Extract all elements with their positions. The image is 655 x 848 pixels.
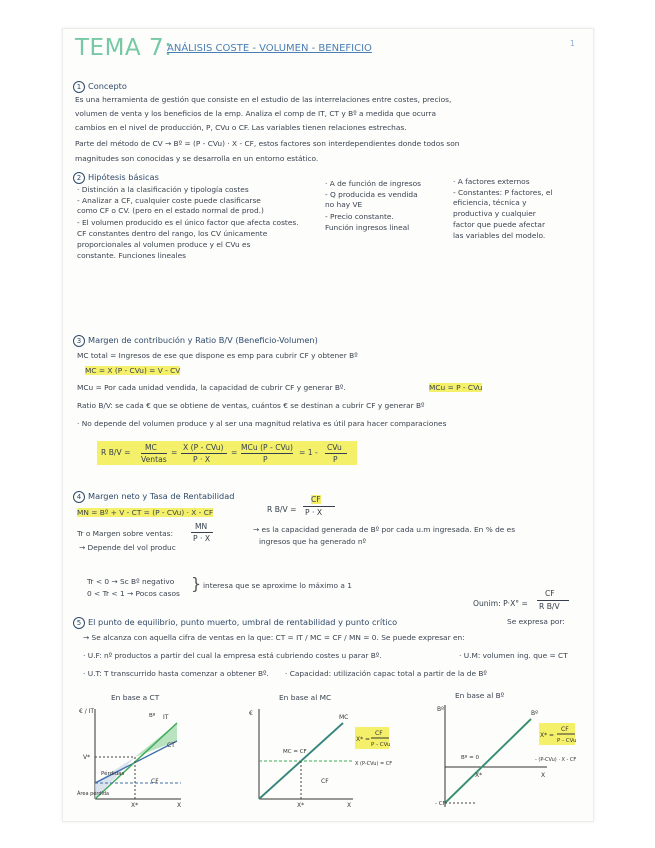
h2-line: - Precio constante.	[325, 212, 394, 221]
s4-rbv-label: R B/V =	[267, 505, 297, 514]
s4-rbv	[267, 493, 337, 521]
s4-tr-num: MN	[195, 522, 208, 531]
label-loss: Pérdidas	[101, 771, 125, 777]
rbv-lhs: R B/V =	[101, 448, 131, 457]
it-line	[95, 723, 177, 799]
section-3-heading-text: Margen de contribución y Ratio B/V (Beneficio-Volumen)	[88, 335, 318, 345]
section-4-heading-text: Margen neto y Tasa de Rentabilidad	[88, 491, 235, 501]
s3-mcu-formula: MCu = P - CVu	[429, 383, 483, 392]
s3-line-3: MCu = Por cada unidad vendida, la capacidad de cubrir CF y generar Bº.	[77, 383, 346, 392]
rbv-frac-1-den: Ventas	[141, 455, 167, 464]
frac-bar	[303, 506, 335, 507]
page-number: 1	[569, 39, 575, 48]
equals: =	[171, 448, 178, 457]
brace: }	[191, 574, 202, 593]
chart-3-title: En base al Bº	[455, 691, 505, 700]
h3-line: factor que puede afectar	[453, 220, 545, 229]
h3-line: las variables del modelo.	[453, 231, 546, 240]
h1-line: proporcionales al volumen produce y el CVu es	[77, 240, 251, 249]
h2-line: - Q producida es vendida	[325, 190, 418, 199]
label-bo: Bº	[149, 713, 156, 719]
s3-line-1: MC total = Ingresos de ese que dispone es emp para cubrir CF y obtener Bº	[77, 351, 358, 360]
h3-line: - Constantes: P factores, el	[453, 188, 553, 197]
formula-den: P - CVu	[557, 738, 577, 744]
s4-line-4: → Depende del vol produc	[79, 543, 176, 552]
chart-3-bo	[435, 699, 591, 809]
formula-label: X* =	[540, 732, 555, 739]
section-2-heading-text: Hipótesis básicas	[88, 172, 159, 182]
s4-tr-den: P · X	[193, 534, 211, 543]
chart-2-title: En base al MC	[279, 693, 332, 702]
y-label: €	[249, 710, 253, 717]
y-label: Bº	[437, 706, 444, 713]
formula-label: X* =	[356, 736, 371, 743]
h3-line: productiva y cualquier	[453, 209, 536, 218]
s1-line-3: cambios en el nivel de producción, P, CVu o CF. Las variables tienen relaciones estrechas.	[75, 123, 407, 132]
formula-num: CF	[375, 730, 383, 737]
section-5-heading: 5 El punto de equilibrio, punto muerto, umbral de rentabilidad y punto crítico	[73, 617, 397, 629]
formula-den: P - CVu	[371, 742, 391, 748]
label-v-star: V*	[83, 754, 91, 761]
label-x-star: X*	[475, 772, 483, 779]
label-bo-zero: Bº = 0	[461, 755, 479, 761]
h2-line: Función ingresos lineal	[325, 223, 410, 232]
h1-line: - Analizar a CF, cualquier coste puede clasificarse	[77, 196, 261, 205]
s3-line-5: · No depende del volumen produce y al ser una magnitud relativa es útil para hacer comparaciones	[77, 419, 447, 428]
rbv-frac-3-num: MCu (P - CVu)	[241, 443, 293, 452]
label-x: X	[541, 772, 546, 779]
s4-line-5: Tr < 0 → Sc Bº negativo	[87, 577, 175, 586]
label-x: X	[347, 802, 352, 809]
pe-label: Ounim: P·X° =	[473, 599, 528, 608]
h1-line: - El volumen producido es el único factor que afecta costes.	[77, 218, 299, 227]
label-neg-cf: - CF	[435, 801, 446, 807]
s5-line-4: · U.T: T transcurrido hasta comenzar a obtener Bº.	[83, 669, 269, 678]
label-x-star: X*	[297, 802, 305, 809]
label-eq: - (P-CVu) · X - CF	[535, 757, 577, 763]
section-1-heading-text: Concepto	[88, 81, 127, 91]
chart-1-title: En base a CT	[111, 693, 160, 702]
h2-line: no hay VE	[325, 200, 363, 209]
section-4-heading: 4 Margen neto y Tasa de Rentabilidad	[73, 491, 234, 503]
chart-2-mc	[243, 703, 393, 809]
s5-line-3b: · U.M: volumen ing. que = CT	[459, 651, 568, 660]
pe-formula	[473, 589, 583, 617]
s1-line-2: volumen de venta y los beneficios de la emp. Analiza el comp de IT, CT y Bº a medida que ocurra	[75, 109, 436, 118]
h1-line: constante. Funciones lineales	[77, 251, 186, 260]
label-bo: Bº	[531, 710, 538, 717]
h1-line: como CF o CV. (pero en el estado normal de prod.)	[77, 206, 264, 215]
frac-bar	[191, 532, 213, 533]
s1-line-4: Parte del método de CV → Bº = (P - CVu) · X - CF, estos factores son interdependientes donde todos son	[75, 139, 460, 148]
section-2-heading: 2 Hipótesis básicas	[73, 172, 159, 184]
bo-line-blue	[445, 719, 531, 803]
frac-bar	[141, 453, 167, 454]
rbv-frac-4-num: CVu	[327, 443, 342, 452]
rbv-frac-2-num: X (P - CVu)	[183, 443, 224, 452]
rbv-frac-1-num: MC	[145, 443, 157, 452]
rbv-tail: = 1 -	[299, 448, 318, 457]
s4-rbv-den: P · X	[305, 508, 323, 517]
frac-bar	[241, 453, 293, 454]
s4-rbv-num: CF	[311, 495, 321, 504]
h1-line: CF constantes dentro del rango, los CV únicamente	[77, 229, 268, 238]
label-mc-cf: MC = CF	[283, 749, 307, 755]
s5-line-3: · U.F: nº productos a partir del cual la empresa está cubriendo costes u parar Bº.	[83, 651, 382, 660]
s4-line-3b: ingresos que ha generado nº	[259, 537, 367, 546]
label-mc: MC	[339, 714, 349, 721]
notebook-page	[62, 28, 594, 822]
chart-1-ct	[77, 703, 187, 809]
frac-bar	[181, 453, 227, 454]
s4-mn-formula: MN = Bº + V - CT = (P - CVu) · X - CF	[77, 508, 214, 517]
s4-line-3: Tr o Margen sobre ventas:	[77, 529, 173, 538]
s4-line-7: interesa que se aproxime lo máximo a 1	[203, 581, 352, 590]
label-cf-eq: X (P-CVu) = CF	[355, 761, 393, 767]
s1-line-1: Es una herramienta de gestión que consiste en el estudio de las interrelaciones entre costes, precios,	[75, 95, 452, 104]
label-ct: CT	[167, 742, 175, 749]
rbv-frac-4-den: P	[333, 455, 338, 464]
h2-line: · A de función de ingresos	[325, 179, 421, 188]
frac-bar	[325, 453, 347, 454]
y-label: € / IT	[79, 708, 95, 715]
formula-num: CF	[561, 726, 569, 733]
s3-line-4: Ratio B/V: se cada € que se obtiene de ventas, cuántos € se destinan a cubrir CF y generar Bº	[77, 401, 425, 410]
rbv-formula	[97, 441, 357, 465]
label-cf: CF	[321, 778, 329, 785]
section-5-heading-text: El punto de equilibrio, punto muerto, umbral de rentabilidad y punto crítico	[88, 617, 398, 627]
frac-bar	[537, 600, 569, 601]
s4-line-6: 0 < Tr < 1 → Pocos casos	[87, 589, 180, 598]
h1-line: · Distinción a la clasificación y tipología costes	[77, 185, 249, 194]
label-cf: CF	[151, 778, 159, 785]
s5-line-2: → Se alcanza con aquella cifra de ventas en la que: CT = IT / MC = CF / MN = 0. Se puede expresar en:	[83, 633, 465, 642]
s5-line-4b: · Capacidad: utilización capac total a partir de la de Bº	[285, 669, 487, 678]
pe-num: CF	[545, 589, 555, 598]
equals: =	[231, 448, 238, 457]
s5-line-1: Se expresa por:	[507, 617, 565, 626]
label-it: IT	[163, 714, 169, 721]
page-title: TEMA 7:	[75, 35, 173, 61]
section-3-heading: 3 Margen de contribución y Ratio B/V (Beneficio-Volumen)	[73, 335, 318, 347]
section-1-heading: 1 Concepto	[73, 81, 127, 93]
label-loss-area: Área pérdida	[77, 791, 110, 797]
label-x-star: X*	[131, 802, 139, 809]
s4-line-2: → es la capacidad generada de Bº por cada u.m ingresada. En % de es	[253, 525, 516, 534]
rbv-frac-3-den: P	[263, 455, 268, 464]
h3-line: eficiencia, técnica y	[453, 198, 527, 207]
pe-den: R B/V	[539, 602, 560, 611]
label-x: X	[177, 802, 182, 809]
h3-line: · A factores externos	[453, 177, 530, 186]
page-subtitle: ANÁLISIS COSTE - VOLUMEN - BENEFICIO	[167, 43, 372, 54]
rbv-frac-2-den: P · X	[193, 455, 211, 464]
s3-mc-formula: MC = X (P - CVu) = V - CV	[85, 366, 181, 375]
s1-line-5: magnitudes son conocidas y se desarrolla en un entorno estático.	[75, 154, 319, 163]
